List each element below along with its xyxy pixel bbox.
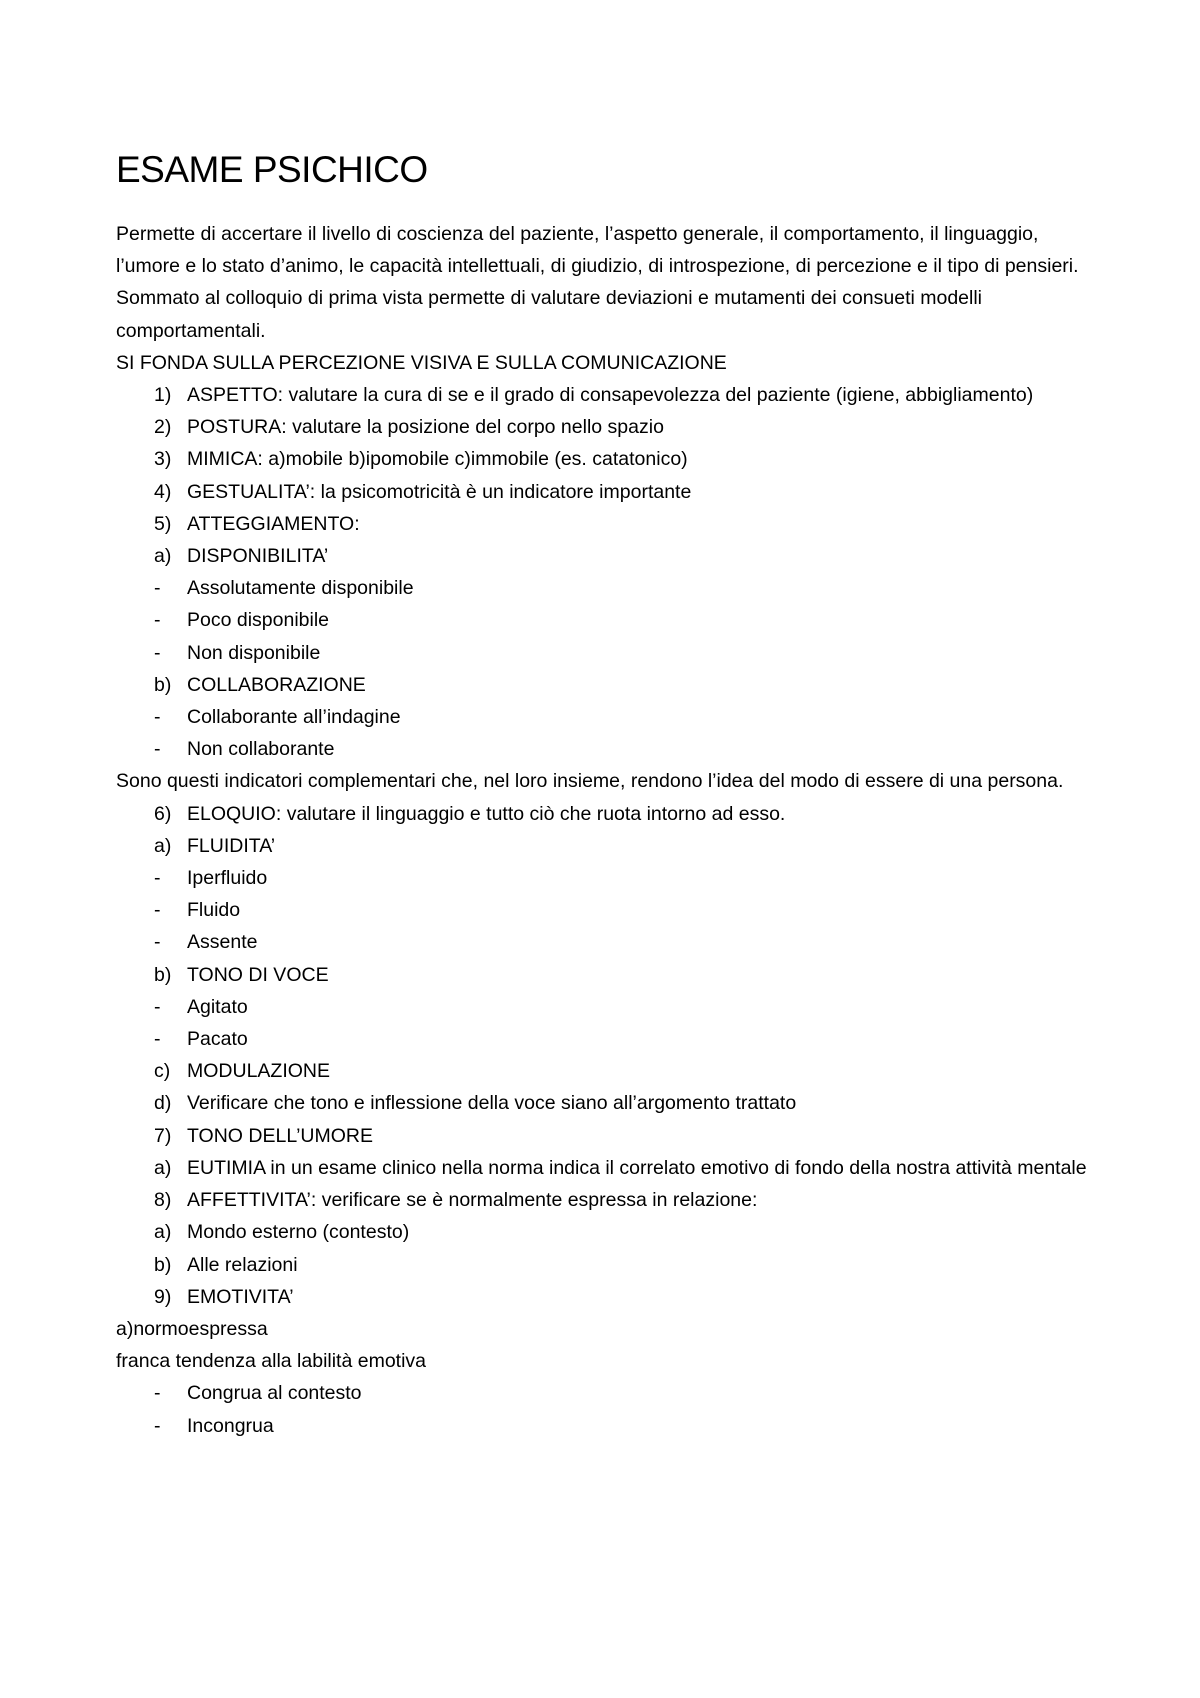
list-item-text: Alle relazioni: [187, 1253, 298, 1276]
list-marker: 9): [154, 1285, 172, 1308]
list-marker: -: [154, 609, 161, 632]
list-item: [116, 862, 1096, 894]
list-item: [116, 1216, 1096, 1248]
list-item-text: ELOQUIO: valutare il linguaggio e tutto ciò che ruota intorno ad esso.: [187, 802, 786, 825]
list-marker: b): [154, 1253, 172, 1276]
list-marker: -: [154, 1028, 161, 1051]
list-item-text: Assolutamente disponibile: [187, 577, 414, 600]
list-item-text: Iperfluido: [187, 867, 268, 890]
list-item-text: Agitato: [187, 995, 248, 1018]
list-item: [116, 572, 1096, 604]
list-marker: -: [154, 706, 161, 729]
list-item-text: MODULAZIONE: [187, 1060, 331, 1083]
list-item-text: DISPONIBILITA’: [187, 545, 329, 568]
list-marker: -: [154, 995, 161, 1018]
intro-paragraph: Permette di accertare il livello di coscienza del paziente, l’aspetto generale, il comportamento, il linguaggio, l’umore e lo stato d’animo, le capacità intellettuali, di giudizio, di introspezione, di percezione e il tipo di pensieri.: [116, 223, 1079, 278]
list-item: [116, 1281, 1096, 1313]
list-item-text: Pacato: [187, 1028, 248, 1051]
list-item: a)normoespressa: [116, 1317, 268, 1340]
list-item-text: Assente: [187, 931, 258, 954]
list-item: [116, 830, 1096, 862]
list-item: [116, 1087, 1096, 1119]
list-marker: a): [154, 1156, 172, 1179]
list-item: [116, 1120, 1096, 1152]
list-item-text: Non disponibile: [187, 641, 321, 664]
list-marker: -: [154, 931, 161, 954]
list-item: [116, 1023, 1096, 1055]
list-item: [116, 508, 1096, 540]
page-title: ESAME PSICHICO: [116, 149, 428, 190]
list-item-text: Mondo esterno (contesto): [187, 1221, 410, 1244]
list-marker: 8): [154, 1189, 172, 1212]
list-item: [116, 733, 1096, 765]
list-item: [116, 1055, 1096, 1087]
list-marker: a): [154, 1221, 172, 1244]
list-marker: -: [154, 899, 161, 922]
list-item: [116, 701, 1096, 733]
list-item: franca tendenza alla labilità emotiva: [116, 1350, 427, 1373]
list-item: Sono questi indicatori complementari che, nel loro insieme, rendono l’idea del modo di essere di una persona.: [116, 770, 1064, 793]
list-item: [116, 959, 1096, 991]
intro-paragraph: Sommato al colloquio di prima vista permette di valutare deviazioni e mutamenti dei consueti modelli comportamentali.: [116, 287, 988, 342]
list-item: [116, 1377, 1096, 1409]
list-item-text: Collaborante all’indagine: [187, 706, 401, 729]
list-marker: -: [154, 1382, 161, 1405]
list-item: [116, 1152, 1096, 1184]
list-item: [116, 540, 1096, 572]
list-item: [116, 669, 1096, 701]
list-item: [116, 798, 1096, 830]
list-item-text: Non collaborante: [187, 738, 335, 761]
list-item-text: Incongrua: [187, 1414, 274, 1437]
list-marker: -: [154, 738, 161, 761]
list-item-text: POSTURA: valutare la posizione del corpo nello spazio: [187, 416, 664, 439]
list-item: [116, 991, 1096, 1023]
list-marker: 2): [154, 416, 172, 439]
list-item-text: Congrua al contesto: [187, 1382, 362, 1405]
list-item: [116, 443, 1096, 475]
list-marker: 1): [154, 384, 172, 407]
list-item-text: ATTEGGIAMENTO:: [187, 512, 360, 535]
list-item-text: Verificare che tono e inflessione della voce siano all’argomento trattato: [187, 1092, 797, 1115]
list-marker: -: [154, 641, 161, 664]
list-item: [116, 1184, 1096, 1216]
list-item-text: TONO DELL’UMORE: [187, 1124, 374, 1147]
section-heading: SI FONDA SULLA PERCEZIONE VISIVA E SULLA COMUNICAZIONE: [116, 351, 727, 374]
list-item-text: Poco disponibile: [187, 609, 330, 632]
list-item-text: COLLABORAZIONE: [187, 673, 366, 696]
list-marker: b): [154, 673, 172, 696]
list-marker: 4): [154, 480, 172, 503]
list-item-text: TONO DI VOCE: [187, 963, 329, 986]
list-item-text: GESTUALITA’: la psicomotricità è un indicatore importante: [187, 480, 692, 503]
list-marker: -: [154, 1414, 161, 1437]
list-item: [116, 1249, 1096, 1281]
list-item: [116, 379, 1096, 411]
list-item-text: MIMICA: a)mobile b)ipomobile c)immobile (es. catatonico): [187, 448, 688, 471]
list-marker: c): [154, 1060, 171, 1083]
list-item-text: Fluido: [187, 899, 241, 922]
list-item: [116, 604, 1096, 636]
list-item-text: ASPETTO: valutare la cura di se e il grado di consapevolezza del paziente (igiene, abbigliamento): [187, 384, 1034, 407]
list-marker: a): [154, 834, 172, 857]
list-item: [116, 894, 1096, 926]
list-marker: 3): [154, 448, 172, 471]
list-item: [116, 637, 1096, 669]
list-marker: 7): [154, 1124, 172, 1147]
list-item-text: EMOTIVITA’: [187, 1285, 294, 1308]
item-list: [116, 379, 1096, 1442]
list-marker: d): [154, 1092, 172, 1115]
list-item: [116, 926, 1096, 958]
list-item: [116, 476, 1096, 508]
document-body: [116, 218, 1096, 1442]
list-item: [116, 411, 1096, 443]
list-item-text: AFFETTIVITA’: verificare se è normalmente espressa in relazione:: [187, 1189, 758, 1212]
list-marker: a): [154, 545, 172, 568]
list-marker: 5): [154, 512, 172, 535]
list-marker: -: [154, 867, 161, 890]
list-item-text: FLUIDITA’: [187, 834, 276, 857]
list-marker: -: [154, 577, 161, 600]
list-marker: b): [154, 963, 172, 986]
list-item-text: EUTIMIA in un esame clinico nella norma indica il correlato emotivo di fondo della nostra attività mentale: [187, 1156, 1087, 1179]
list-marker: 6): [154, 802, 172, 825]
list-item: [116, 1410, 1096, 1442]
